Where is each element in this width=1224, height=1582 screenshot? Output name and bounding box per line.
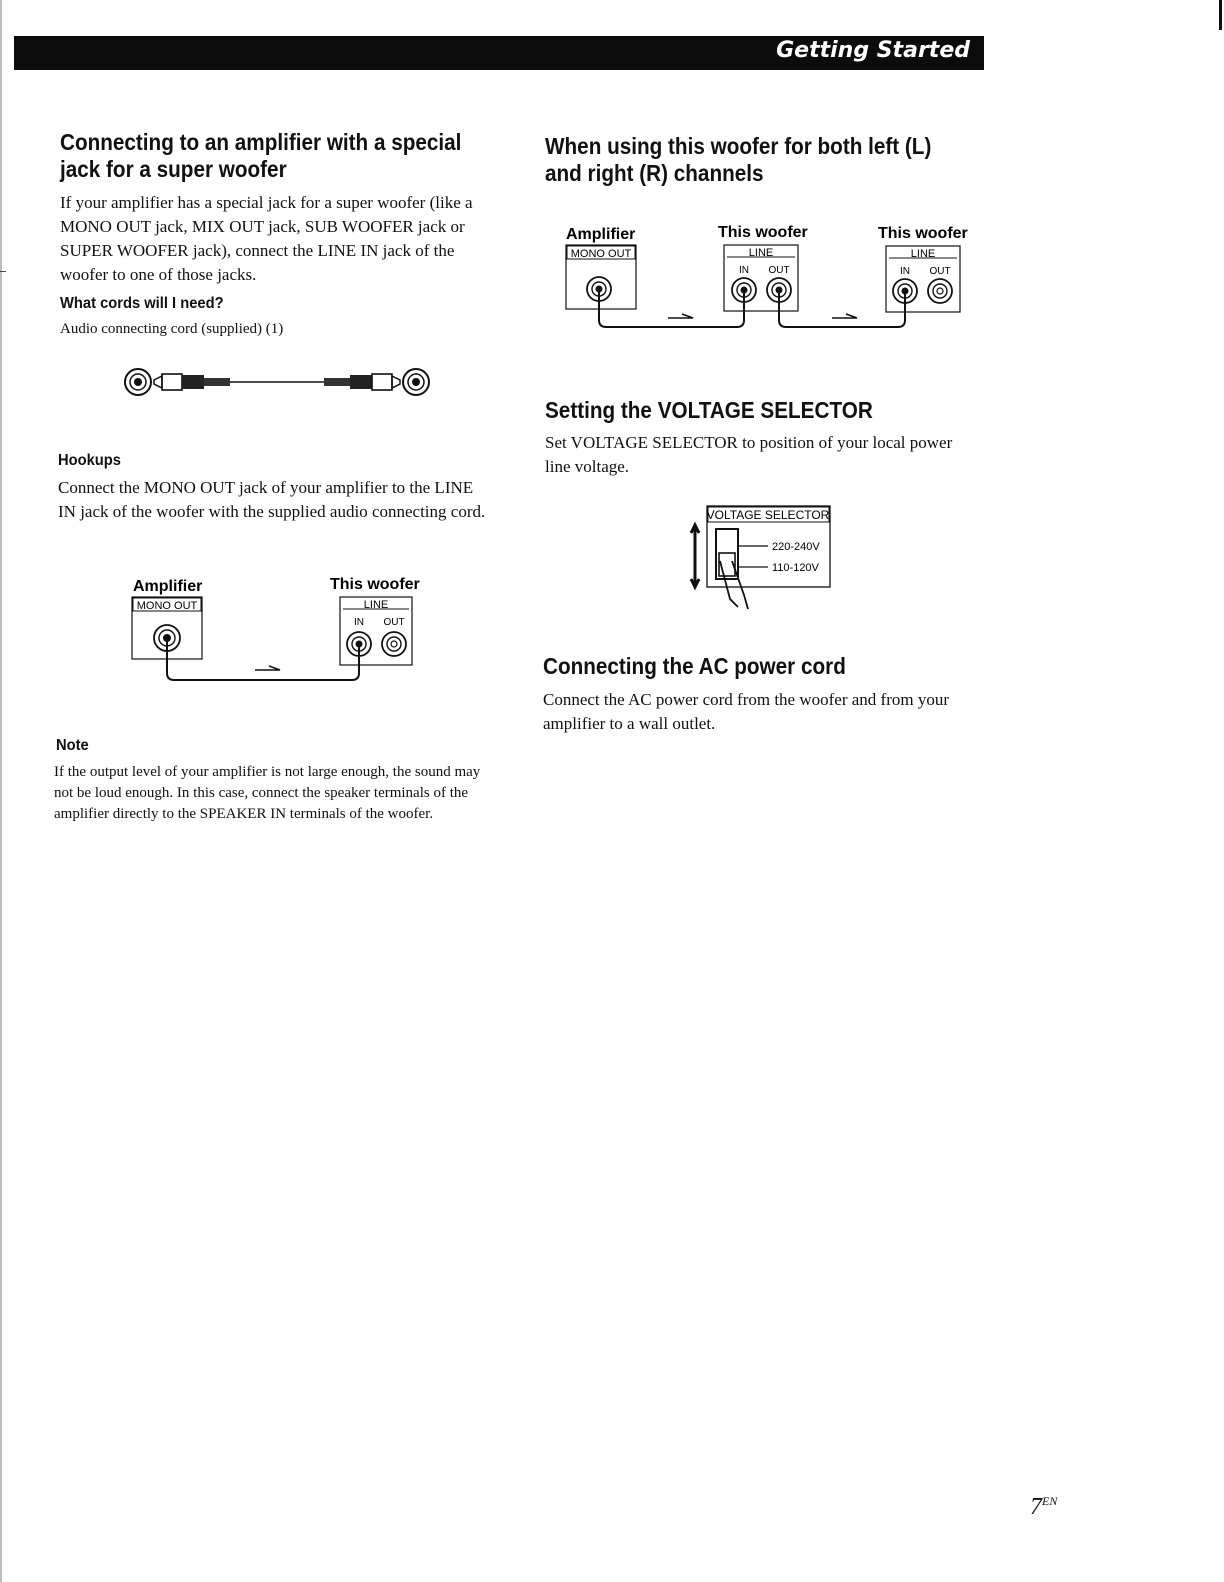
plug-jack-icon-left [125, 369, 151, 395]
voltage-text: Set VOLTAGE SELECTOR to position of your local power line voltage. [545, 433, 953, 476]
lr-arrow-2-icon [832, 314, 857, 318]
voltage-low-label: 110-120V [772, 562, 819, 574]
audio-cord-illustration [118, 360, 438, 404]
hookups-heading: Hookups [58, 452, 121, 469]
page-edge-line [0, 0, 2, 1582]
voltage-selector-diagram [686, 503, 836, 613]
page-number-suffix: EN [1042, 1494, 1058, 1508]
lr-amp-label: Amplifier [566, 226, 636, 243]
section-header-bar [14, 36, 984, 70]
note-heading: Note [56, 737, 89, 754]
intro-paragraph: If your amplifier has a special jack for a super woofer (like a MONO OUT jack, MIX OUT jack, SUB WOOFER jack or SUPER WOOFER jack), connect the LINE IN jack of the woofer to one of those jacks. [60, 193, 473, 284]
cord-plug-left [154, 374, 230, 390]
lr-woofer2-in-label: IN [900, 266, 910, 277]
lr-woofer1-line-label: LINE [748, 247, 774, 259]
page-number [1030, 1494, 1057, 1521]
in-label: IN [354, 617, 364, 628]
voltage-selector-label: VOLTAGE SELECTOR [706, 508, 830, 522]
voltage-high-label: 220-240V [772, 541, 820, 553]
lr-cord-amp-to-woofer1 [599, 289, 744, 327]
cords-heading: What cords will I need? [60, 295, 224, 312]
heading-ac-power-cord: Connecting the AC power cord [543, 653, 846, 679]
hookups-text: Connect the MONO OUT jack of your amplifier to the LINE IN jack of the woofer with the supplied audio connecting cord. [58, 478, 486, 521]
page-edge-mark [1219, 0, 1222, 30]
section-title: Getting Started [776, 38, 970, 63]
cords-text: Audio connecting cord (supplied) (1) [60, 321, 284, 337]
lr-woofer1-label: This woofer [718, 224, 808, 241]
lr-woofer2-out-jack-icon [928, 279, 952, 303]
heading-super-woofer-jack: Connecting to an amplifier with a special jack for a super woofer [60, 129, 462, 182]
out-label: OUT [383, 617, 405, 628]
amp-label: Amplifier [133, 578, 203, 595]
cord-plug-right [324, 374, 400, 390]
heading-left-right-channels: When using this woofer for both left (L) and right (R) channels [545, 133, 932, 186]
slide-direction-arrow-icon [691, 525, 699, 587]
note-text: If the output level of your amplifier is not large enough, the sound may not be loud enough. In this case, connect the speaker terminals of the amplifier directly to the SPEAKER IN terminals of the woofer. [54, 764, 481, 822]
lr-mono-out-label: MONO OUT [570, 248, 632, 260]
lr-woofer2-label: This woofer [878, 225, 968, 242]
plug-jack-icon-right [403, 369, 429, 395]
lr-woofer1-out-label: OUT [768, 265, 790, 276]
woofer-label: This woofer [330, 576, 420, 593]
hookup-diagram [125, 572, 435, 690]
line-out-jack-icon [382, 632, 406, 656]
lr-arrow-1-icon [668, 314, 693, 318]
mono-out-label: MONO OUT [136, 600, 198, 612]
page-edge-tick [0, 271, 6, 272]
ac-text: Connect the AC power cord from the woofer and from your amplifier to a wall outlet. [543, 690, 949, 733]
lr-woofer1-in-label: IN [739, 265, 749, 276]
lr-woofer2-out-label: OUT [929, 266, 951, 277]
page-number-value: 7 [1030, 1494, 1042, 1520]
left-right-hookup-diagram [560, 220, 980, 338]
lr-woofer2-line-label: LINE [910, 248, 936, 260]
signal-direction-arrow-icon [255, 666, 280, 670]
heading-voltage-selector: Setting the VOLTAGE SELECTOR [545, 397, 873, 423]
line-label: LINE [363, 599, 389, 611]
